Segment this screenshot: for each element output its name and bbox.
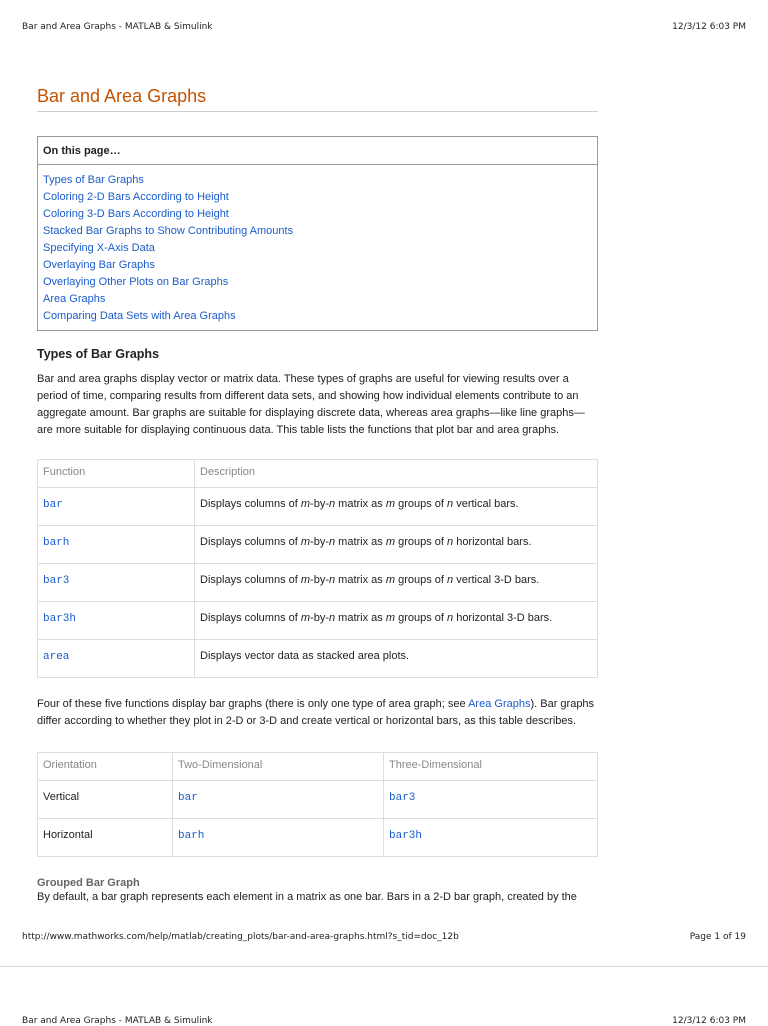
table-header-row bbox=[38, 460, 598, 488]
function-link-bar3h[interactable]: bar3h bbox=[43, 613, 77, 625]
toc-link-types-of-bar-graphs[interactable]: Types of Bar Graphs bbox=[43, 174, 144, 186]
column-header: Description bbox=[195, 460, 598, 488]
page-title: Bar and Area Graphs bbox=[37, 86, 598, 112]
table-row bbox=[38, 526, 598, 564]
orientation-table bbox=[37, 752, 598, 857]
column-header: Orientation bbox=[38, 753, 173, 781]
intro-paragraph: Bar and area graphs display vector or matrix data. These types of graphs are useful for viewing results over a period of time, comparing results from different data sets, and showing how individual elements contribute to an aggregate amount. Bar graphs are suitable for displaying discrete data, whereas area graphs—like line graphs—are more suitable for displaying continuous data. This table lists the functions that plot bar and area graphs. bbox=[37, 373, 585, 436]
function-description: Displays columns of m-by-n matrix as m groups of n horizontal 3-D bars. bbox=[195, 602, 598, 640]
next-page-header-datetime: 12/3/12 6:03 PM bbox=[672, 1016, 746, 1026]
function-link-bar[interactable]: bar bbox=[178, 792, 198, 804]
function-link-barh[interactable]: barh bbox=[178, 830, 205, 842]
column-header: Three-Dimensional bbox=[384, 753, 598, 781]
print-footer-page: Page 1 of 19 bbox=[689, 932, 746, 942]
function-link-barh[interactable]: barh bbox=[43, 537, 70, 549]
orientation-label: Horizontal bbox=[38, 819, 173, 857]
table-row bbox=[38, 781, 598, 819]
area-graphs-link[interactable]: Area Graphs bbox=[468, 698, 531, 710]
toc-link-coloring-2d-bars[interactable]: Coloring 2-D Bars According to Height bbox=[43, 191, 229, 203]
function-description: Displays columns of m-by-n matrix as m groups of n vertical bars. bbox=[195, 488, 598, 526]
toc-link-area-graphs[interactable]: Area Graphs bbox=[43, 293, 106, 305]
function-description: Displays columns of m-by-n matrix as m groups of n vertical 3-D bars. bbox=[195, 564, 598, 602]
print-footer-url: http://www.mathworks.com/help/matlab/creating_plots/bar-and-area-graphs.html?s_tid=doc_12b bbox=[22, 932, 459, 942]
table-row bbox=[38, 640, 598, 678]
toc-list bbox=[38, 165, 597, 330]
functions-table bbox=[37, 459, 598, 678]
function-description: Displays columns of m-by-n matrix as m groups of n horizontal bars. bbox=[195, 526, 598, 564]
grouped-bar-graph-heading: Grouped Bar Graph bbox=[37, 877, 140, 889]
function-link-area[interactable]: area bbox=[43, 651, 70, 663]
table-row bbox=[38, 488, 598, 526]
table-row bbox=[38, 819, 598, 857]
function-description: Displays vector data as stacked area plots. bbox=[195, 640, 598, 678]
main-content bbox=[37, 86, 598, 906]
toc-heading: On this page… bbox=[38, 137, 597, 165]
grouped-bar-graph-paragraph: By default, a bar graph represents each element in a matrix as one bar. Bars in a 2-D bar graph, created by the bbox=[37, 891, 577, 903]
next-page-header-title: Bar and Area Graphs - MATLAB & Simulink bbox=[22, 1016, 213, 1026]
column-header: Function bbox=[38, 460, 195, 488]
print-header-title: Bar and Area Graphs - MATLAB & Simulink bbox=[22, 22, 213, 32]
toc-link-overlaying-other-plots[interactable]: Overlaying Other Plots on Bar Graphs bbox=[43, 276, 229, 288]
function-link-bar3h[interactable]: bar3h bbox=[389, 830, 423, 842]
toc-link-overlaying-bar-graphs[interactable]: Overlaying Bar Graphs bbox=[43, 259, 155, 271]
section-heading: Types of Bar Graphs bbox=[37, 347, 160, 361]
bar-graph-types-paragraph: Four of these five functions display bar graphs (there is only one type of area graph; see Area Graphs). Bar graphs differ according to whether they plot in 2-D or 3-D and create vertical or horizontal bars, as this table describes. bbox=[37, 698, 595, 727]
toc-link-comparing-data-sets[interactable]: Comparing Data Sets with Area Graphs bbox=[43, 310, 236, 322]
toc-link-coloring-3d-bars[interactable]: Coloring 3-D Bars According to Height bbox=[43, 208, 229, 220]
table-header-row bbox=[38, 753, 598, 781]
table-row bbox=[38, 564, 598, 602]
print-header-datetime: 12/3/12 6:03 PM bbox=[672, 22, 746, 32]
function-link-bar3[interactable]: bar3 bbox=[43, 575, 70, 587]
toc-link-stacked-bar-graphs[interactable]: Stacked Bar Graphs to Show Contributing Amounts bbox=[43, 225, 294, 237]
orientation-label: Vertical bbox=[38, 781, 173, 819]
table-row bbox=[38, 602, 598, 640]
on-this-page-box bbox=[37, 136, 598, 331]
function-link-bar3[interactable]: bar3 bbox=[389, 792, 416, 804]
function-link-bar[interactable]: bar bbox=[43, 499, 63, 511]
page-separator bbox=[0, 966, 768, 967]
column-header: Two-Dimensional bbox=[173, 753, 384, 781]
toc-link-specifying-x-axis-data[interactable]: Specifying X-Axis Data bbox=[43, 242, 155, 254]
